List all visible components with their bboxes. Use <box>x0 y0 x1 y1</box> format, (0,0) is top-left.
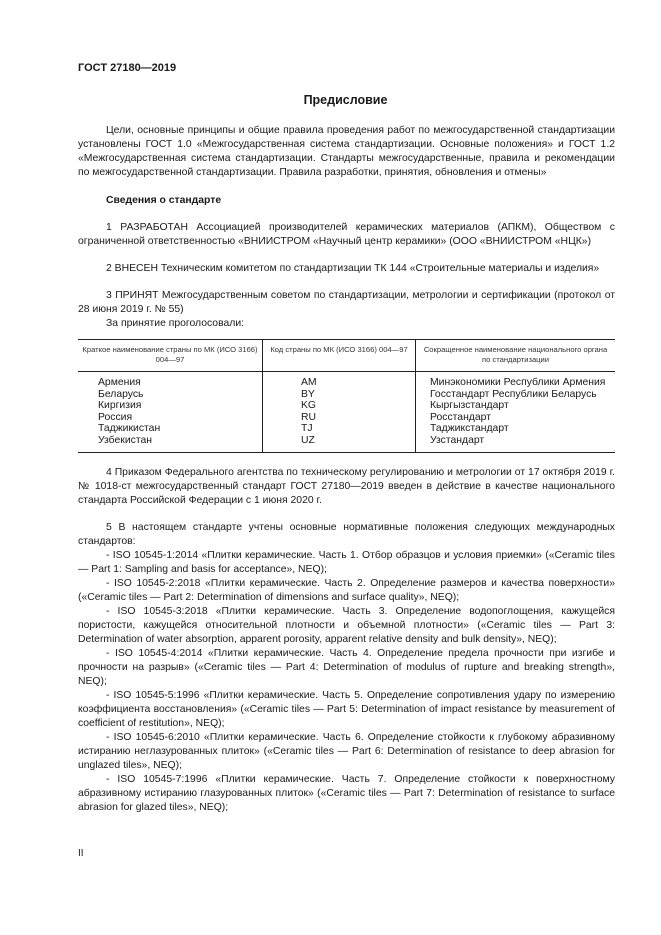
item-2-submitted: 2 ВНЕСЕН Техническим комитетом по стандартизации ТК 144 «Строительные материалы и изделия» <box>106 263 600 274</box>
header-country-name: Краткое наименование страны по МК (ИСО 3166) 004—97 <box>78 340 263 372</box>
country-code: RU <box>263 412 416 424</box>
voting-countries-table <box>78 339 615 453</box>
standards-body: Кыргызстандарт <box>416 400 616 412</box>
country-name: Беларусь <box>98 388 144 400</box>
country-code: KG <box>263 400 416 412</box>
standard-reference-6: - ISO 10545-6:2010 «Плитки керамические. Часть 6. Определение стойкости к глубокому абразивному истиранию неглазурованных плиток» («Ceramic tiles — Part 6: Determination of resistance to deep abrasion for unglazed tiles», NEQ); <box>78 731 615 771</box>
info-heading: Сведения о стандарте <box>106 195 222 206</box>
header-country-code: Код страны по МК (ИСО 3166) 004—97 <box>263 340 416 372</box>
standards-body: Росстандарт <box>416 412 616 424</box>
item-1-developed: 1 РАЗРАБОТАН Ассоциацией производителей керамических материалов (АПКМ), Обществом с ограниченной ответственностью «ВНИИСТРОМ «Научный центр керамики» (ООО «ВНИИСТРОМ «НЦК») <box>78 222 615 247</box>
document-code-header: ГОСТ 27180—2019 <box>78 62 177 74</box>
standard-reference-7: - ISO 10545-7:1996 «Плитки керамические. Часть 7. Определение стойкости к поверхностному абразивному истиранию глазурованных плиток» («Ceramic tiles — Part 7: Determination of resistance to surface abrasion for glazed tiles», NEQ); <box>78 773 615 813</box>
table-header-row <box>78 340 615 372</box>
country-code: AM <box>263 372 416 389</box>
country-name: Армения <box>98 377 141 388</box>
header-standards-body: Сокращенное наименование национального органа по стандартизации <box>416 340 616 372</box>
standards-body: Госстандарт Республики Беларусь <box>416 389 616 401</box>
item-4-enacted: 4 Приказом Федерального агентства по техническому регулированию и метрологии от 17 октября 2019 г. № 1018-ст межгосударственный стандарт ГОСТ 27180—2019 введен в действие в качестве национального стандарта Российской Федерации с 1 июня 2020 г. <box>78 466 615 506</box>
country-code: UZ <box>263 435 416 452</box>
document-body <box>78 124 615 815</box>
vote-label: За принятие проголосовали: <box>106 318 245 329</box>
country-name: Узбекистан <box>78 435 263 452</box>
standards-body: Таджикстандарт <box>416 423 616 435</box>
standard-reference-5: - ISO 10545-5:1996 «Плитки керамические. Часть 5. Определение сопротивления удару по измерению коэффициента восстановления» («Ceramic tiles — Part 5: Determination of impact resistance by measurement of coefficient of restitution», NEQ); <box>78 689 615 729</box>
country-name: Россия <box>98 411 133 423</box>
standard-reference-1: - ISO 10545-1:2014 «Плитки керамические. Часть 1. Отбор образцов и условия приемки» («Ceramic tiles — Part 1: Sampling and basis for acceptance», NEQ); <box>78 549 615 575</box>
standard-reference-3: - ISO 10545-3:2018 «Плитки керамические. Часть 3. Определение водопоглощения, кажущейся пористости, кажущейся относительной плотности и объемной плотности» («Ceramic tiles — Part 3: Determination of water absorption, apparent porosity, apparent relative density and bulk density», NEQ); <box>78 605 615 645</box>
table-row <box>78 412 615 424</box>
country-name: Киргизия <box>98 400 142 412</box>
standard-reference-2: - ISO 10545-2:2018 «Плитки керамические. Часть 2. Определение размеров и качества поверхности» («Ceramic tiles — Part 2: Determination of dimensions and surface quality», NEQ); <box>78 577 615 603</box>
item-5-international: 5 В настоящем стандарте учтены основные нормативные положения следующих международных стандартов: <box>78 521 615 547</box>
table-row <box>78 389 615 401</box>
table-row <box>78 372 615 389</box>
standards-body: Узстандарт <box>416 435 616 452</box>
country-code: BY <box>263 389 416 401</box>
table-row <box>78 435 615 452</box>
standards-body: Минэкономики Республики Армения <box>416 372 616 389</box>
page-title: Предисловие <box>303 93 388 107</box>
country-code: TJ <box>263 423 416 435</box>
page-number: II <box>78 848 84 859</box>
item-3-adopted: 3 ПРИНЯТ Межгосударственным советом по стандартизации, метрологии и сертификации (протокол от 28 июня 2019 г. № 55) <box>78 290 615 315</box>
table-row <box>78 400 615 412</box>
country-name: Таджикистан <box>98 423 161 435</box>
standard-reference-4: - ISO 10545-4:2014 «Плитки керамические. Часть 4. Определение предела прочности при изгибе и прочности на разрыв» («Ceramic tiles — Part 4: Determination of modulus of rupture and breaking strength», NEQ); <box>78 647 615 687</box>
table-row <box>78 423 615 435</box>
intro-paragraph: Цели, основные принципы и общие правила проведения работ по межгосударственной стандартизации установлены ГОСТ 1.0 «Межгосударственная система стандартизации. Основные положения» и ГОСТ 1.2 «Межгосударственная система стандартизации. Стандарты межгосударственные, правила и рекомендации по межгосударственной стандартизации. Правила разработки, принятия, обновления и отмены» <box>78 125 615 178</box>
